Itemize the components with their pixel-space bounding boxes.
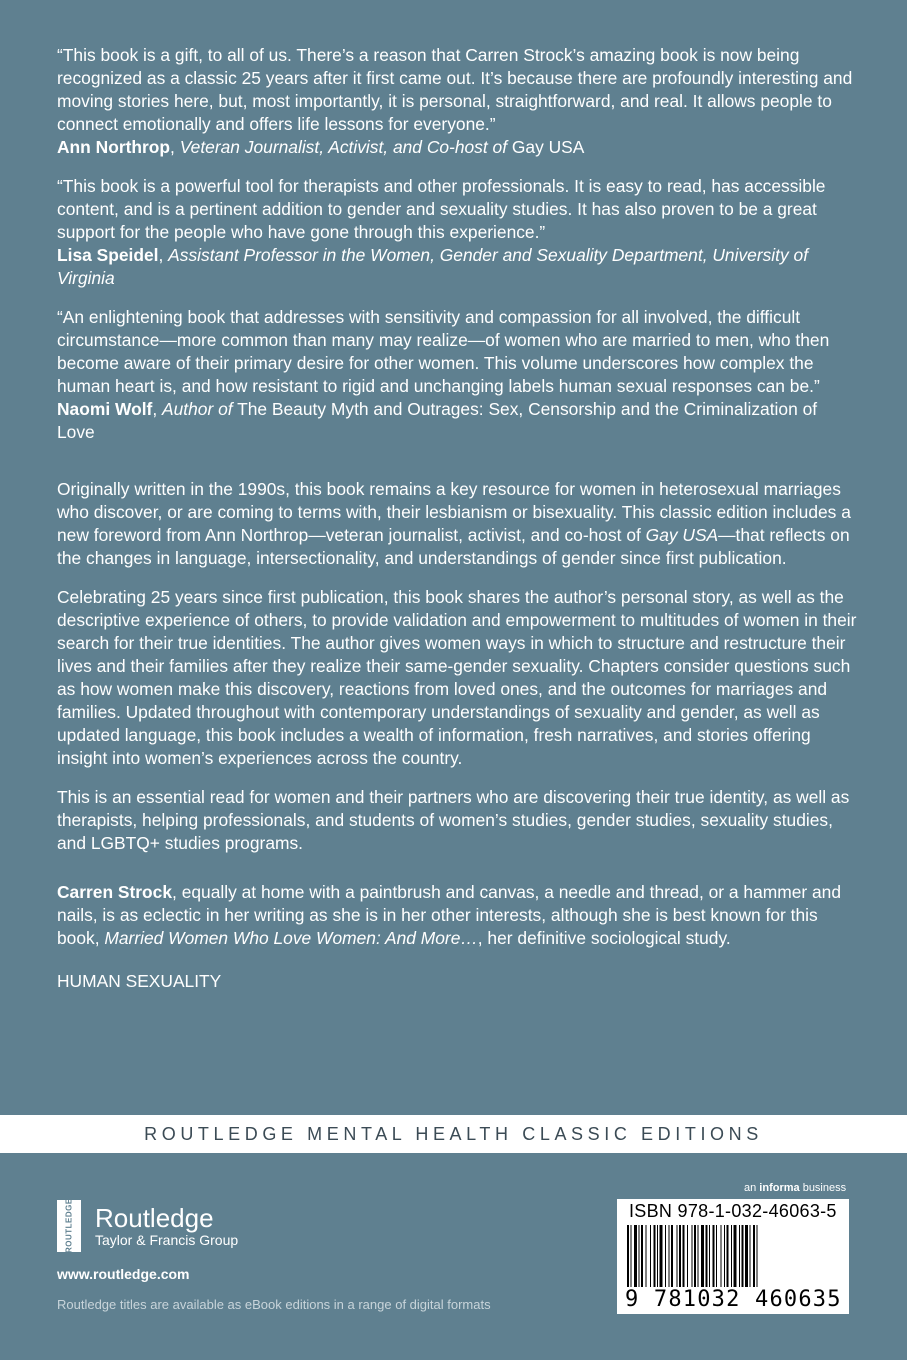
author-bio-text: , her definitive sociological study.: [477, 928, 731, 948]
endorser-title: Veteran Journalist, Activist, and Co-host of: [179, 137, 508, 157]
endorser-name: Naomi Wolf: [57, 399, 153, 419]
endorsement-3: [57, 306, 857, 444]
description-text: —that reflects on the changes in language, intersectionality, and understandings of gender since first publication.: [57, 525, 850, 568]
publisher-url[interactable]: www.routledge.com: [57, 1266, 190, 1282]
endorser-title: Assistant Professor in the Women, Gender and Sexuality Department, University of Virginia: [57, 245, 809, 288]
endorsement-text: “This book is a powerful tool for therapists and other professionals. It is easy to read, has accessible content, and is a pertinent addition to gender and sexuality studies. It has also proven to be a great support for the people who have gone through this experience.”: [57, 176, 826, 242]
informa-tagline: an informa business: [744, 1182, 847, 1194]
publisher-block: [57, 1200, 238, 1282]
endorser-name: Lisa Speidel: [57, 245, 159, 265]
description-paragraph-2: Celebrating 25 years since first publication, this book shares the author’s personal story, as well as the descriptive experience of others, to provide validation and empowerment to multitudes of women in their search for their true identities. The author gives women ways in which to structure and restructure their lives and their families after they realize their same-gender sexuality. Chapters consider questions such as how women make this discovery, reactions from loved ones, and the outcomes for marriages and families. Updated throughout with contemporary understandings of sexuality and gender, as well as updated language, this book includes a wealth of information, fresh narratives, and stories offering insight into women’s experiences across the country.: [57, 587, 857, 768]
series-band: [0, 1115, 907, 1153]
ebook-note: Routledge titles are available as eBook editions in a range of digital formats: [57, 1297, 491, 1312]
book-title: Married Women Who Love Women: And More…: [104, 928, 478, 948]
isbn-barcode: [617, 1199, 849, 1314]
routledge-logo-icon: ROUTLEDGE: [57, 1200, 81, 1252]
endorsement-1: [57, 44, 857, 159]
endorser-title: Author of: [162, 399, 233, 419]
isbn-label: ISBN 978-1-032-46063-5: [629, 1201, 837, 1221]
endorser-title-show: Gay USA: [511, 137, 585, 157]
subject-category: HUMAN SEXUALITY: [57, 971, 222, 991]
description-paragraph-3: This is an essential read for women and their partners who are discovering their true identity, as well as therapists, helping professionals, and students of women’s studies, gender studies, sexuality studies, and LGBTQ+ studies programs.: [57, 787, 850, 853]
endorser-name: Ann Northrop: [57, 137, 171, 157]
endorsement-attribution: Naomi Wolf, Author of The Beauty Myth and Outrages: Sex, Censorship and the Criminalization of Love: [57, 399, 818, 442]
endorsement-text: “An enlightening book that addresses with sensitivity and compassion for all involved, the difficult circumstance—more common than many may realize—of women who are married to men, who then become aware of their primary desire for other women. This volume underscores how complex the human heart is, and how resistant to rigid and unchanging labels human sexual responses can be.”: [57, 307, 830, 396]
author-bio-text: , equally at home with a paintbrush and canvas, a needle and thread, or a hammer and nails, is as eclectic in her writing as she is in her other interests, although she is best known for this book,: [57, 882, 842, 948]
show-title: Gay USA: [645, 525, 719, 545]
endorsement-text: “This book is a gift, to all of us. There’s a reason that Carren Strock’s amazing book is now being recognized as a classic 25 years after it first came out. It’s because there are profoundly interesting and moving stories here, but, most importantly, it is personal, straightforward, and real. It allows people to connect emotionally and offers life lessons for everyone.”: [57, 45, 853, 134]
publisher-name: Routledge: [95, 1203, 214, 1233]
description-paragraph-1: [57, 478, 857, 570]
endorser-books: The Beauty Myth and Outrages: Sex, Censorship and the Criminalization of Love: [57, 399, 818, 442]
endorsement-attribution: Lisa Speidel, Assistant Professor in the Women, Gender and Sexuality Department, University of Virginia: [57, 245, 809, 288]
author-bio: [57, 881, 857, 950]
barcode-digits: 9 781032 460635: [625, 1287, 842, 1312]
endorsement-attribution: Ann Northrop, Veteran Journalist, Activist, and Co-host of Gay USA: [57, 137, 585, 157]
author-name: Carren Strock: [57, 882, 173, 902]
endorsement-2: [57, 175, 857, 290]
back-cover-text: [57, 44, 857, 1010]
publisher-logo: [57, 1200, 238, 1252]
publisher-group: Taylor & Francis Group: [95, 1232, 239, 1248]
barcode-bars-icon: [627, 1225, 839, 1287]
series-title: ROUTLEDGE MENTAL HEALTH CLASSIC EDITIONS: [144, 1123, 763, 1144]
description-text: Originally written in the 1990s, this book remains a key resource for women in heterosexual marriages who discover, or are coming to terms with, their lesbianism or bisexuality. This classic edition includes a new foreword from Ann Northrop—veteran journalist, activist, and co-host of: [57, 479, 851, 545]
